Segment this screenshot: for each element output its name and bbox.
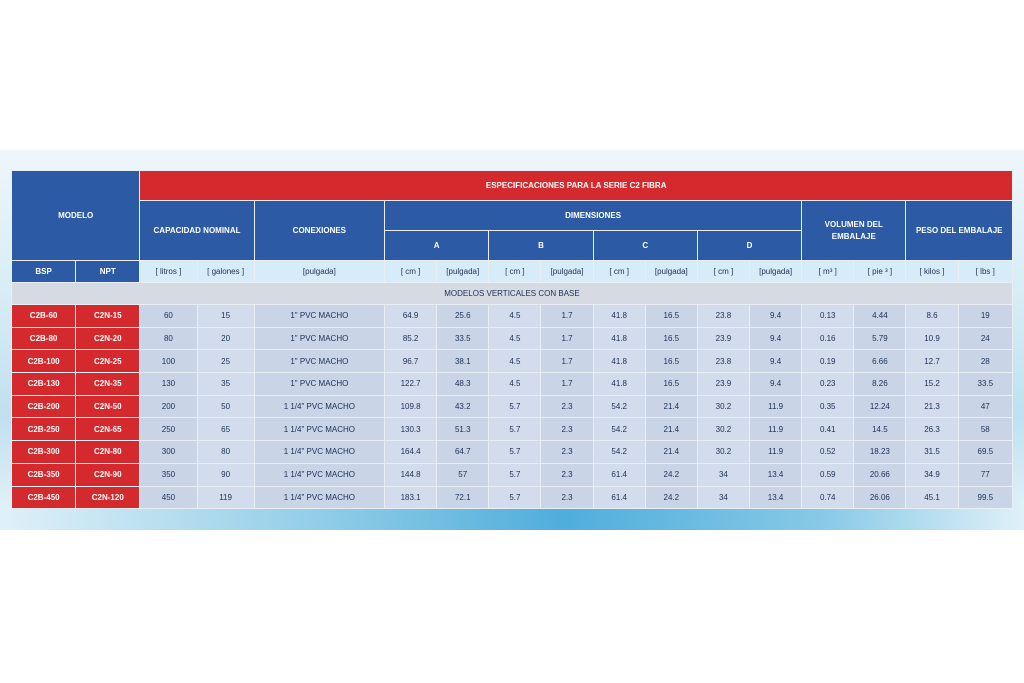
- data-cell: 10.9: [906, 327, 958, 350]
- data-cell: 24.2: [645, 486, 697, 509]
- data-cell: 0.13: [802, 305, 854, 328]
- data-cell: 38.1: [437, 350, 489, 373]
- table-row: [12, 350, 1013, 373]
- data-cell: 2.3: [541, 463, 593, 486]
- data-cell: 24: [958, 327, 1012, 350]
- data-cell: 43.2: [437, 395, 489, 418]
- data-cell: 16.5: [645, 327, 697, 350]
- model-npt: C2N-25: [76, 350, 140, 373]
- data-cell: 11.9: [750, 395, 802, 418]
- data-cell: 25: [197, 350, 254, 373]
- data-cell: 122.7: [385, 373, 437, 396]
- data-cell: 0.16: [802, 327, 854, 350]
- data-cell: 2.3: [541, 486, 593, 509]
- data-cell: 31.5: [906, 441, 958, 464]
- model-bsp: C2B-300: [12, 441, 76, 464]
- data-cell: 5.7: [489, 486, 541, 509]
- unit-cell: [pulgada]: [750, 261, 802, 283]
- model-bsp: C2B-60: [12, 305, 76, 328]
- unit-cell: [pulgada]: [645, 261, 697, 283]
- data-cell: 8.26: [854, 373, 906, 396]
- model-npt: C2N-90: [76, 463, 140, 486]
- data-cell: 11.9: [750, 418, 802, 441]
- header-peso: PESO DEL EMBALAJE: [906, 201, 1013, 261]
- data-cell: 5.7: [489, 463, 541, 486]
- data-cell: 300: [140, 441, 197, 464]
- data-cell: 64.9: [385, 305, 437, 328]
- data-cell: 41.8: [593, 327, 645, 350]
- table-row: [12, 418, 1013, 441]
- data-cell: 11.9: [750, 441, 802, 464]
- data-cell: 9.4: [750, 327, 802, 350]
- data-cell: 41.8: [593, 373, 645, 396]
- data-cell: 16.5: [645, 350, 697, 373]
- table-row: [12, 373, 1013, 396]
- data-cell: 350: [140, 463, 197, 486]
- data-cell: 1" PVC MACHO: [254, 373, 384, 396]
- model-bsp: C2B-100: [12, 350, 76, 373]
- data-cell: 119: [197, 486, 254, 509]
- data-cell: 12.24: [854, 395, 906, 418]
- unit-cell: [pulgada]: [437, 261, 489, 283]
- data-cell: 41.8: [593, 350, 645, 373]
- data-cell: 4.5: [489, 305, 541, 328]
- data-cell: 99.5: [958, 486, 1012, 509]
- data-cell: 1 1/4" PVC MACHO: [254, 395, 384, 418]
- unit-cell: [ pie ³ ]: [854, 261, 906, 283]
- table-title: ESPECIFICACIONES PARA LA SERIE C2 FIBRA: [140, 171, 1013, 201]
- data-cell: 26.06: [854, 486, 906, 509]
- model-bsp: C2B-130: [12, 373, 76, 396]
- data-cell: 20.66: [854, 463, 906, 486]
- table-row: [12, 395, 1013, 418]
- unit-cell: [ cm ]: [489, 261, 541, 283]
- data-cell: 21.3: [906, 395, 958, 418]
- model-npt: C2N-35: [76, 373, 140, 396]
- model-bsp: C2B-80: [12, 327, 76, 350]
- table-row: [12, 441, 1013, 464]
- data-cell: 60: [140, 305, 197, 328]
- data-cell: 0.52: [802, 441, 854, 464]
- data-cell: 21.4: [645, 418, 697, 441]
- data-cell: 15: [197, 305, 254, 328]
- data-cell: 0.23: [802, 373, 854, 396]
- data-cell: 35: [197, 373, 254, 396]
- data-cell: 4.5: [489, 327, 541, 350]
- header-modelo: MODELO: [12, 171, 140, 261]
- data-cell: 183.1: [385, 486, 437, 509]
- unit-cell: [ kilos ]: [906, 261, 958, 283]
- data-cell: 164.4: [385, 441, 437, 464]
- data-cell: 85.2: [385, 327, 437, 350]
- data-cell: 5.7: [489, 418, 541, 441]
- data-cell: 5.7: [489, 395, 541, 418]
- data-cell: 34: [697, 463, 749, 486]
- header-dim-b: B: [489, 231, 593, 261]
- data-cell: 0.41: [802, 418, 854, 441]
- data-cell: 61.4: [593, 463, 645, 486]
- model-npt: C2N-15: [76, 305, 140, 328]
- data-cell: 4.5: [489, 373, 541, 396]
- model-bsp: C2B-250: [12, 418, 76, 441]
- data-cell: 109.8: [385, 395, 437, 418]
- data-cell: 34.9: [906, 463, 958, 486]
- data-cell: 1 1/4" PVC MACHO: [254, 463, 384, 486]
- unit-cell: [ m³ ]: [802, 261, 854, 283]
- header-dim-d: D: [697, 231, 801, 261]
- data-cell: 5.7: [489, 441, 541, 464]
- data-cell: 45.1: [906, 486, 958, 509]
- data-cell: 13.4: [750, 463, 802, 486]
- spec-table: [11, 170, 1013, 509]
- section-label: MODELOS VERTICALES CON BASE: [12, 283, 1013, 305]
- table-row: [12, 327, 1013, 350]
- unit-cell: [ galones ]: [197, 261, 254, 283]
- unit-cell: [ cm ]: [385, 261, 437, 283]
- table-row: [12, 305, 1013, 328]
- data-cell: 1" PVC MACHO: [254, 350, 384, 373]
- data-cell: 54.2: [593, 395, 645, 418]
- data-cell: 2.3: [541, 418, 593, 441]
- data-cell: 4.5: [489, 350, 541, 373]
- table-row: [12, 486, 1013, 509]
- data-cell: 48.3: [437, 373, 489, 396]
- model-bsp: C2B-350: [12, 463, 76, 486]
- model-npt: C2N-120: [76, 486, 140, 509]
- data-cell: 65: [197, 418, 254, 441]
- model-bsp: C2B-200: [12, 395, 76, 418]
- unit-cell: [ litros ]: [140, 261, 197, 283]
- data-cell: 24.2: [645, 463, 697, 486]
- header-bsp: BSP: [12, 261, 76, 283]
- model-npt: C2N-80: [76, 441, 140, 464]
- data-cell: 61.4: [593, 486, 645, 509]
- model-npt: C2N-20: [76, 327, 140, 350]
- data-cell: 1.7: [541, 305, 593, 328]
- header-capacidad: CAPACIDAD NOMINAL: [140, 201, 254, 261]
- data-cell: 0.35: [802, 395, 854, 418]
- data-cell: 90: [197, 463, 254, 486]
- data-cell: 30.2: [697, 395, 749, 418]
- unit-cell: [ cm ]: [593, 261, 645, 283]
- unit-cell: [pulgada]: [541, 261, 593, 283]
- data-cell: 23.9: [697, 327, 749, 350]
- data-cell: 80: [140, 327, 197, 350]
- model-npt: C2N-65: [76, 418, 140, 441]
- data-cell: 34: [697, 486, 749, 509]
- data-cell: 21.4: [645, 395, 697, 418]
- data-cell: 9.4: [750, 305, 802, 328]
- data-cell: 130.3: [385, 418, 437, 441]
- data-cell: 144.8: [385, 463, 437, 486]
- data-cell: 80: [197, 441, 254, 464]
- header-volumen: VOLUMEN DEL EMBALAJE: [802, 201, 906, 261]
- data-cell: 50: [197, 395, 254, 418]
- data-cell: 19: [958, 305, 1012, 328]
- data-cell: 16.5: [645, 305, 697, 328]
- data-cell: 1.7: [541, 327, 593, 350]
- data-cell: 23.8: [697, 305, 749, 328]
- data-cell: 0.19: [802, 350, 854, 373]
- data-cell: 1 1/4" PVC MACHO: [254, 486, 384, 509]
- data-cell: 23.8: [697, 350, 749, 373]
- header-dimensiones: DIMENSIONES: [385, 201, 802, 231]
- data-cell: 14.5: [854, 418, 906, 441]
- data-cell: 5.79: [854, 327, 906, 350]
- data-cell: 9.4: [750, 373, 802, 396]
- data-cell: 47: [958, 395, 1012, 418]
- data-cell: 13.4: [750, 486, 802, 509]
- data-cell: 8.6: [906, 305, 958, 328]
- header-dim-a: A: [385, 231, 489, 261]
- data-cell: 72.1: [437, 486, 489, 509]
- data-cell: 250: [140, 418, 197, 441]
- data-cell: 4.44: [854, 305, 906, 328]
- data-cell: 1 1/4" PVC MACHO: [254, 441, 384, 464]
- data-cell: 6.66: [854, 350, 906, 373]
- table-row: [12, 463, 1013, 486]
- data-cell: 1.7: [541, 373, 593, 396]
- model-npt: C2N-50: [76, 395, 140, 418]
- data-cell: 21.4: [645, 441, 697, 464]
- data-cell: 28: [958, 350, 1012, 373]
- data-cell: 16.5: [645, 373, 697, 396]
- data-cell: 69.5: [958, 441, 1012, 464]
- data-cell: 1" PVC MACHO: [254, 327, 384, 350]
- data-cell: 1" PVC MACHO: [254, 305, 384, 328]
- data-cell: 30.2: [697, 441, 749, 464]
- data-cell: 200: [140, 395, 197, 418]
- data-cell: 54.2: [593, 441, 645, 464]
- data-rows: [12, 305, 1013, 509]
- data-cell: 33.5: [958, 373, 1012, 396]
- header-npt: NPT: [76, 261, 140, 283]
- header-conexiones: CONEXIONES: [254, 201, 384, 261]
- header-dim-c: C: [593, 231, 697, 261]
- data-cell: 64.7: [437, 441, 489, 464]
- data-cell: 1.7: [541, 350, 593, 373]
- data-cell: 33.5: [437, 327, 489, 350]
- data-cell: 57: [437, 463, 489, 486]
- data-cell: 2.3: [541, 441, 593, 464]
- data-cell: 18.23: [854, 441, 906, 464]
- data-cell: 15.2: [906, 373, 958, 396]
- data-cell: 12.7: [906, 350, 958, 373]
- data-cell: 20: [197, 327, 254, 350]
- data-cell: 77: [958, 463, 1012, 486]
- data-cell: 23.9: [697, 373, 749, 396]
- data-cell: 130: [140, 373, 197, 396]
- data-cell: 450: [140, 486, 197, 509]
- unit-cell: [pulgada]: [254, 261, 384, 283]
- data-cell: 58: [958, 418, 1012, 441]
- data-cell: 100: [140, 350, 197, 373]
- data-cell: 0.59: [802, 463, 854, 486]
- data-cell: 9.4: [750, 350, 802, 373]
- model-bsp: C2B-450: [12, 486, 76, 509]
- data-cell: 25.6: [437, 305, 489, 328]
- unit-cell: [ cm ]: [697, 261, 749, 283]
- data-cell: 51.3: [437, 418, 489, 441]
- data-cell: 30.2: [697, 418, 749, 441]
- data-cell: 26.3: [906, 418, 958, 441]
- data-cell: 96.7: [385, 350, 437, 373]
- unit-cell: [ lbs ]: [958, 261, 1012, 283]
- data-cell: 41.8: [593, 305, 645, 328]
- data-cell: 1 1/4" PVC MACHO: [254, 418, 384, 441]
- data-cell: 54.2: [593, 418, 645, 441]
- data-cell: 2.3: [541, 395, 593, 418]
- data-cell: 0.74: [802, 486, 854, 509]
